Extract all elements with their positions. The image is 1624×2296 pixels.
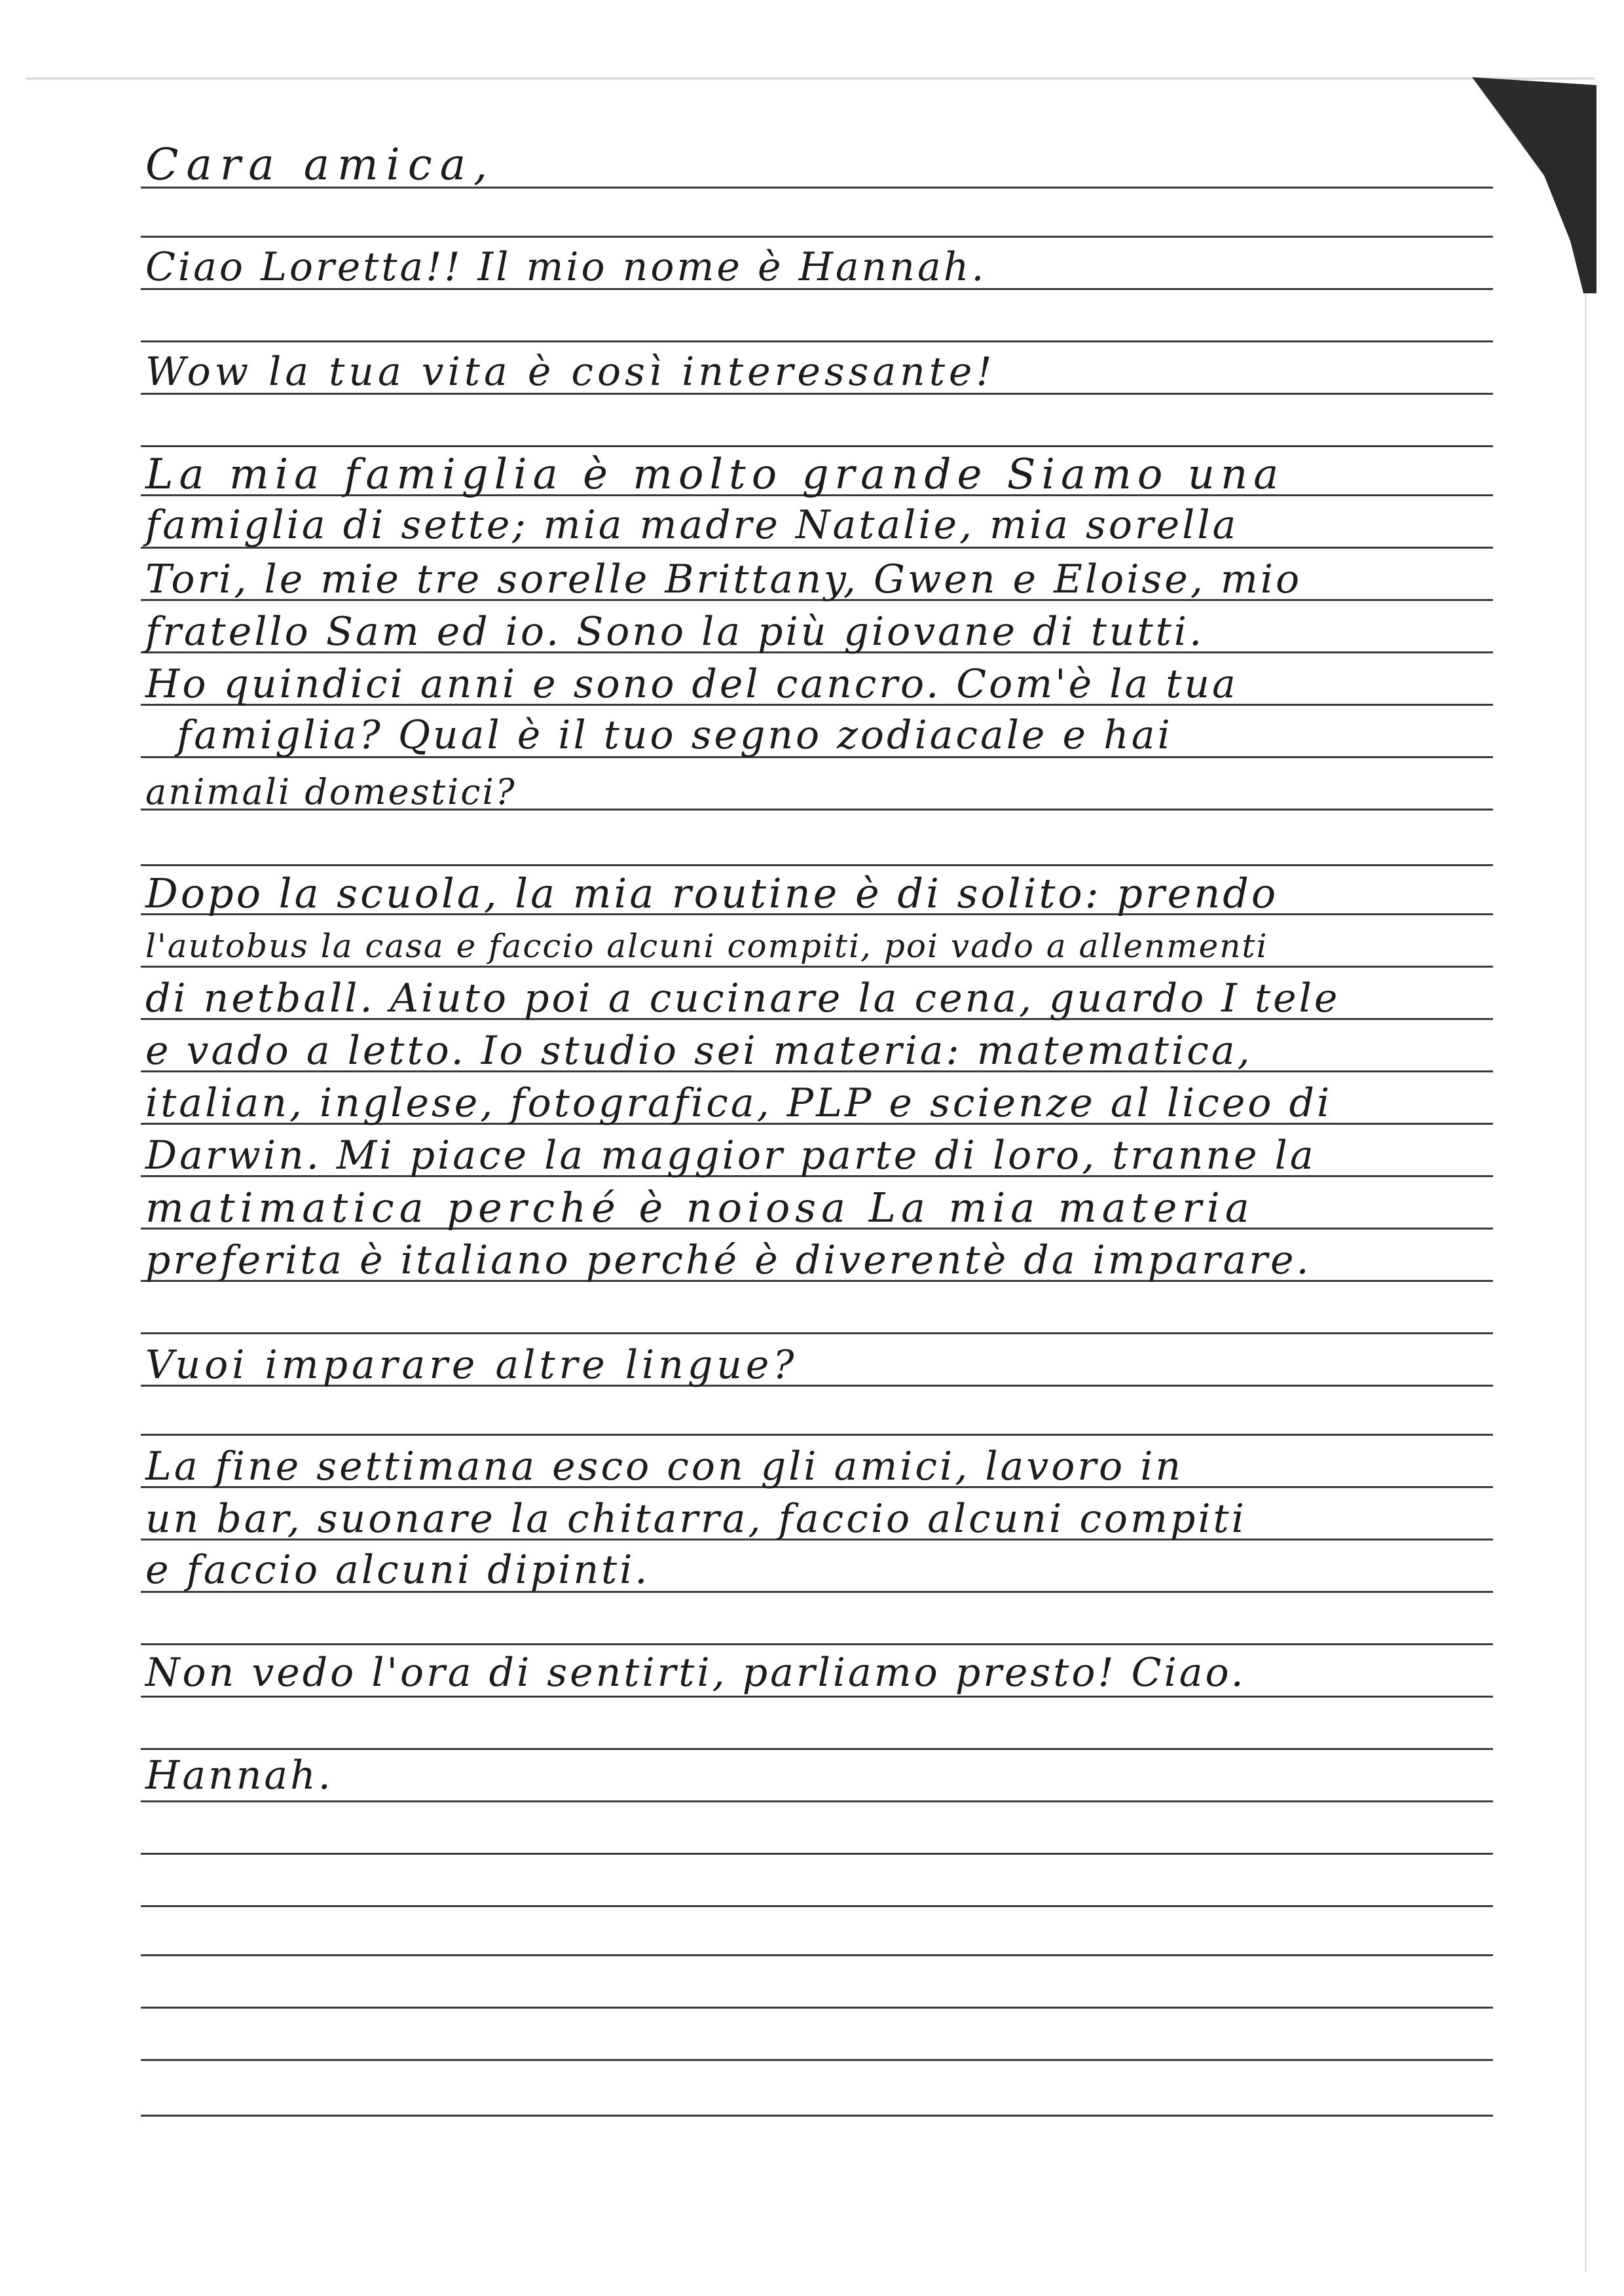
ruled-line (141, 864, 1493, 866)
ruled-line (141, 236, 1493, 238)
letter-line: La fine settimana esco con gli amici, lavoro in (145, 1444, 1184, 1489)
ruled-line (141, 1800, 1493, 1802)
letter-line: l'autobus la casa e faccio alcuni compiti, poi vado a allenmenti (145, 927, 1268, 965)
folded-corner-shadow (1472, 77, 1596, 293)
letter-line: animali domestici? (145, 771, 517, 812)
letter-line: un bar, suonare la chitarra, faccio alcuni compiti (145, 1496, 1247, 1542)
letter-line: Ciao Loretta!! Il mio nome è Hannah. (145, 244, 987, 290)
letter-line: e vado a letto. Io studio sei materia: matematica, (145, 1028, 1253, 1074)
letter-line: famiglia di sette; mia madre Natalie, mia sorella (145, 502, 1239, 548)
letter-line: di netball. Aiuto poi a cucinare la cena, guardo I tele (145, 975, 1340, 1021)
letter-line: Darwin. Mi piace la maggior parte di loro, tranne la (145, 1133, 1316, 1178)
ruled-line (141, 1332, 1493, 1334)
ruled-line (141, 1954, 1493, 1956)
letter-line: La mia famiglia è molto grande Siamo una (145, 450, 1285, 499)
ruled-line (141, 2115, 1493, 2117)
ruled-line (141, 1643, 1493, 1645)
letter-line: Vuoi imparare altre lingue? (145, 1342, 798, 1388)
letter-greeting: Cara amica, (145, 139, 496, 190)
ruled-line (141, 1434, 1493, 1436)
ruled-line (141, 966, 1493, 968)
letter-line: Dopo la scuola, la mia routine è di solito: prendo (145, 869, 1279, 917)
letter-line: matimatica perché è noiosa La mia materia (145, 1184, 1255, 1231)
ruled-line (141, 1853, 1493, 1855)
ruled-line (141, 1905, 1493, 1907)
letter-line: famiglia? Qual è il tuo segno zodiacale e hai (177, 712, 1173, 758)
letter-line: italian, inglese, fotografica, PLP e scienze al liceo di (145, 1080, 1333, 1126)
ruled-line (141, 445, 1493, 447)
ruled-line (141, 1748, 1493, 1750)
letter-line: e faccio alcuni dipinti. (145, 1547, 650, 1593)
letter-line: Ho quindici anni e sono del cancro. Com'è la tua (145, 661, 1238, 707)
letter-line: preferita è italiano perché è diverentè da imparare. (145, 1237, 1312, 1283)
letter-line: Wow la tua vita è così interessante! (145, 349, 996, 395)
letter-line: fratello Sam ed io. Sono la più giovane di tutti. (145, 609, 1205, 655)
letter-signature: Hannah. (145, 1753, 333, 1798)
ruled-line (141, 1696, 1493, 1698)
paper-top-edge (26, 77, 1595, 80)
paper-right-edge (1585, 85, 1587, 2272)
ruled-line (141, 340, 1493, 342)
ruled-line (141, 2059, 1493, 2061)
ruled-line (141, 2007, 1493, 2009)
letter-line: Non vedo l'ora di sentirti, parliamo presto! Ciao. (145, 1650, 1246, 1696)
letter-line: Tori, le mie tre sorelle Brittany, Gwen e Eloise, mio (145, 556, 1302, 602)
